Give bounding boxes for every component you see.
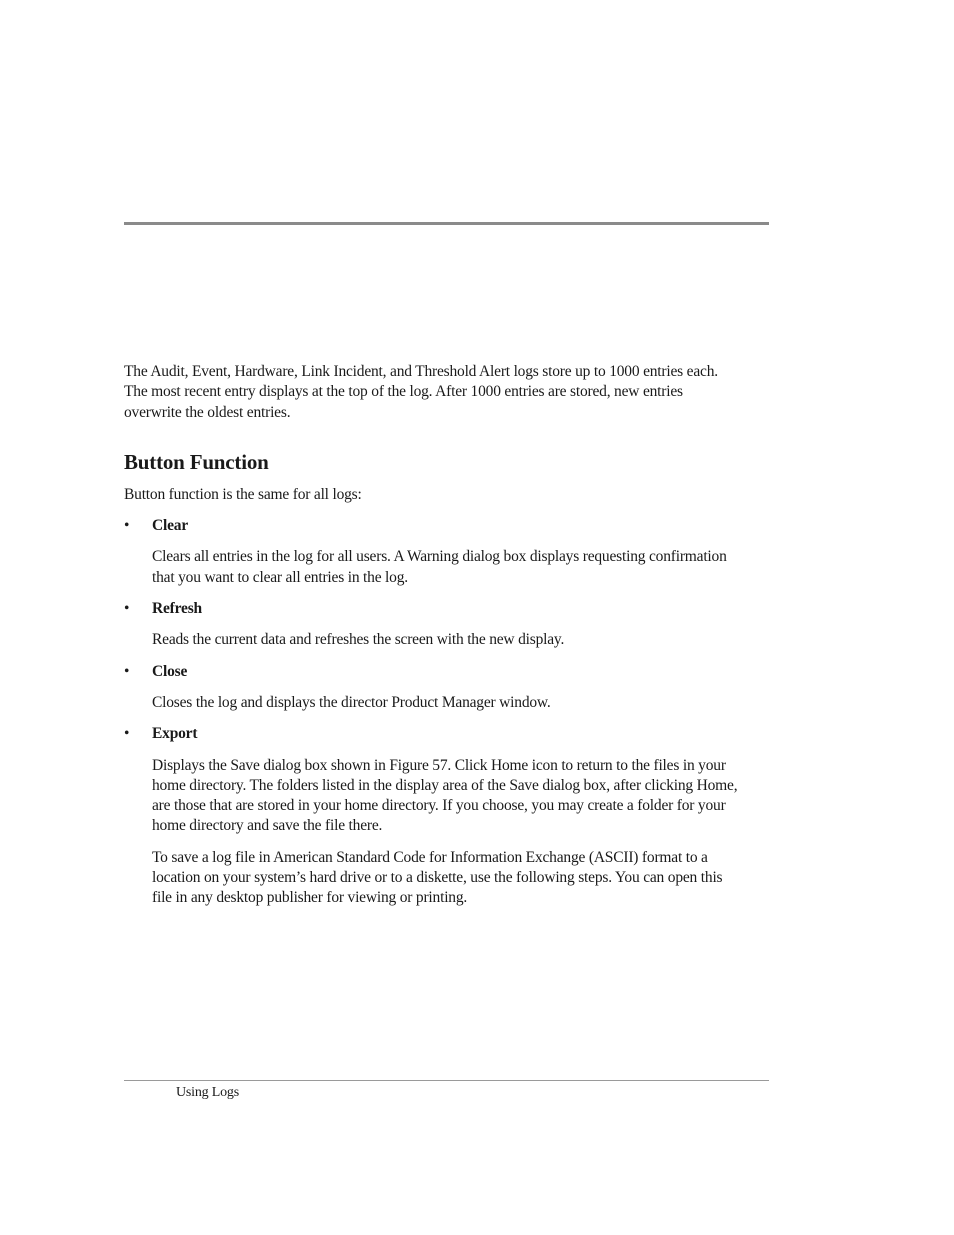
item-description-export: Displays the Save dialog box shown in Figure 57. Click Home icon to return to the files in your home directory. The folders listed in the display area of the Save dialog box, after clicking Home, are those that are stored in your home directory. If you choose, you may create a folder for your home directory and save the file there. [152,756,738,835]
section-lead: Button function is the same for all logs: [124,485,362,503]
list-item-clear [124,516,744,588]
item-title-close: Close [152,662,188,680]
bullet-icon: • [124,517,130,535]
list-item-export [124,724,744,908]
running-footer: Using Logs [176,1085,239,1100]
button-function-list [124,516,744,908]
list-item-close [124,662,744,714]
item-title-export: Export [152,725,198,743]
item-title-clear: Clear [152,517,189,535]
item-description-export-steps: To save a log file in American Standard Code for Information Exchange (ASCII) format to a location on your system’s hard drive or to a diskette, use the following steps. You can open this file in any desktop publisher for viewing or printing. [152,848,723,907]
bullet-icon: • [124,725,130,743]
intro-paragraph: The Audit, Event, Hardware, Link Incident, and Threshold Alert logs store up to 1000 entries each. The most recent entry displays at the top of the log. After 1000 entries are stored, new entries overwrite the oldest entries. [124,363,718,421]
section-heading: Button Function [124,449,269,474]
header-divider [124,222,769,225]
bullet-icon: • [124,600,130,618]
list-item-refresh [124,599,744,651]
bullet-icon: • [124,662,130,680]
item-description-clear: Clears all entries in the log for all users. A Warning dialog box displays requesting confirmation that you want to clear all entries in the log. [152,548,727,586]
footer-divider [124,1080,769,1081]
item-description-close: Closes the log and displays the director Product Manager window. [152,693,551,711]
item-title-refresh: Refresh [152,600,202,618]
item-description-refresh: Reads the current data and refreshes the screen with the new display. [152,631,565,649]
page-body [124,362,744,909]
